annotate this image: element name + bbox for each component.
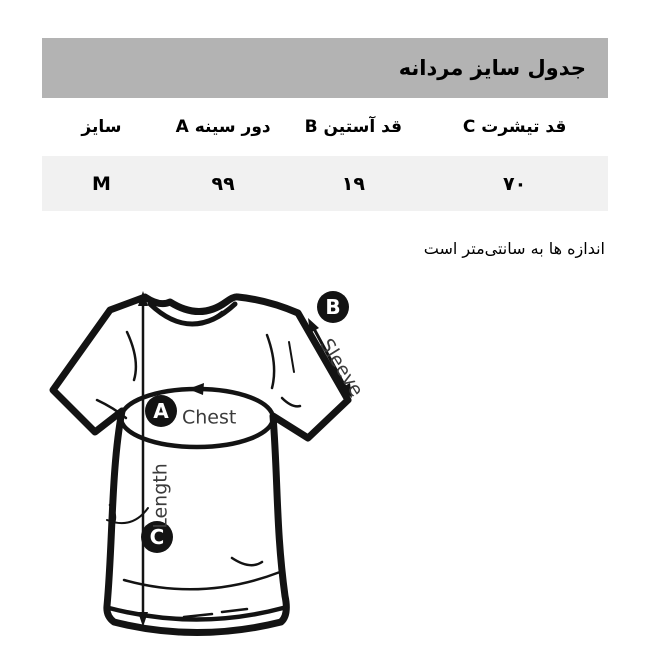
tshirt-outline — [53, 297, 348, 633]
hem-inner-line — [109, 608, 283, 620]
column-header-chest: دور سینه A — [175, 117, 271, 137]
page-title: جدول سایز مردانه — [398, 56, 586, 80]
value-sleeve-length: ۱۹ — [341, 172, 365, 195]
value-size: M — [92, 172, 111, 195]
badge-b-letter: B — [325, 295, 341, 319]
tshirt-measurement-diagram — [42, 280, 402, 657]
table-header-row — [42, 98, 608, 156]
fold-right-cuff — [282, 398, 300, 406]
units-note: اندازه ها به سانتی‌متر است — [423, 239, 605, 258]
hem-dash-left — [184, 614, 212, 617]
fold-right-sleeve-inner — [289, 342, 294, 372]
column-header-tshirt-length: قد تیشرت C — [462, 117, 567, 137]
fold-right-sleeve — [267, 335, 274, 388]
badge-c-letter: C — [149, 525, 165, 549]
length-label: Length — [149, 463, 172, 529]
fold-left-sleeve — [127, 332, 136, 380]
column-header-size: سایز — [81, 117, 122, 137]
hem-dash-right — [222, 609, 247, 612]
badge-a-letter: A — [153, 399, 169, 423]
chest-arrowhead — [188, 383, 204, 395]
table-row — [42, 156, 608, 211]
fold-body-curve — [124, 572, 280, 589]
chest-label: Chest — [182, 406, 237, 429]
value-tshirt-length: ۷۰ — [503, 172, 527, 195]
column-header-sleeve-length: قد آستین B — [304, 117, 403, 137]
fold-right-lower — [232, 558, 262, 565]
value-chest: ۹۹ — [211, 172, 235, 195]
sleeve-label: Sleeve — [315, 334, 368, 401]
title-bar — [42, 38, 608, 98]
